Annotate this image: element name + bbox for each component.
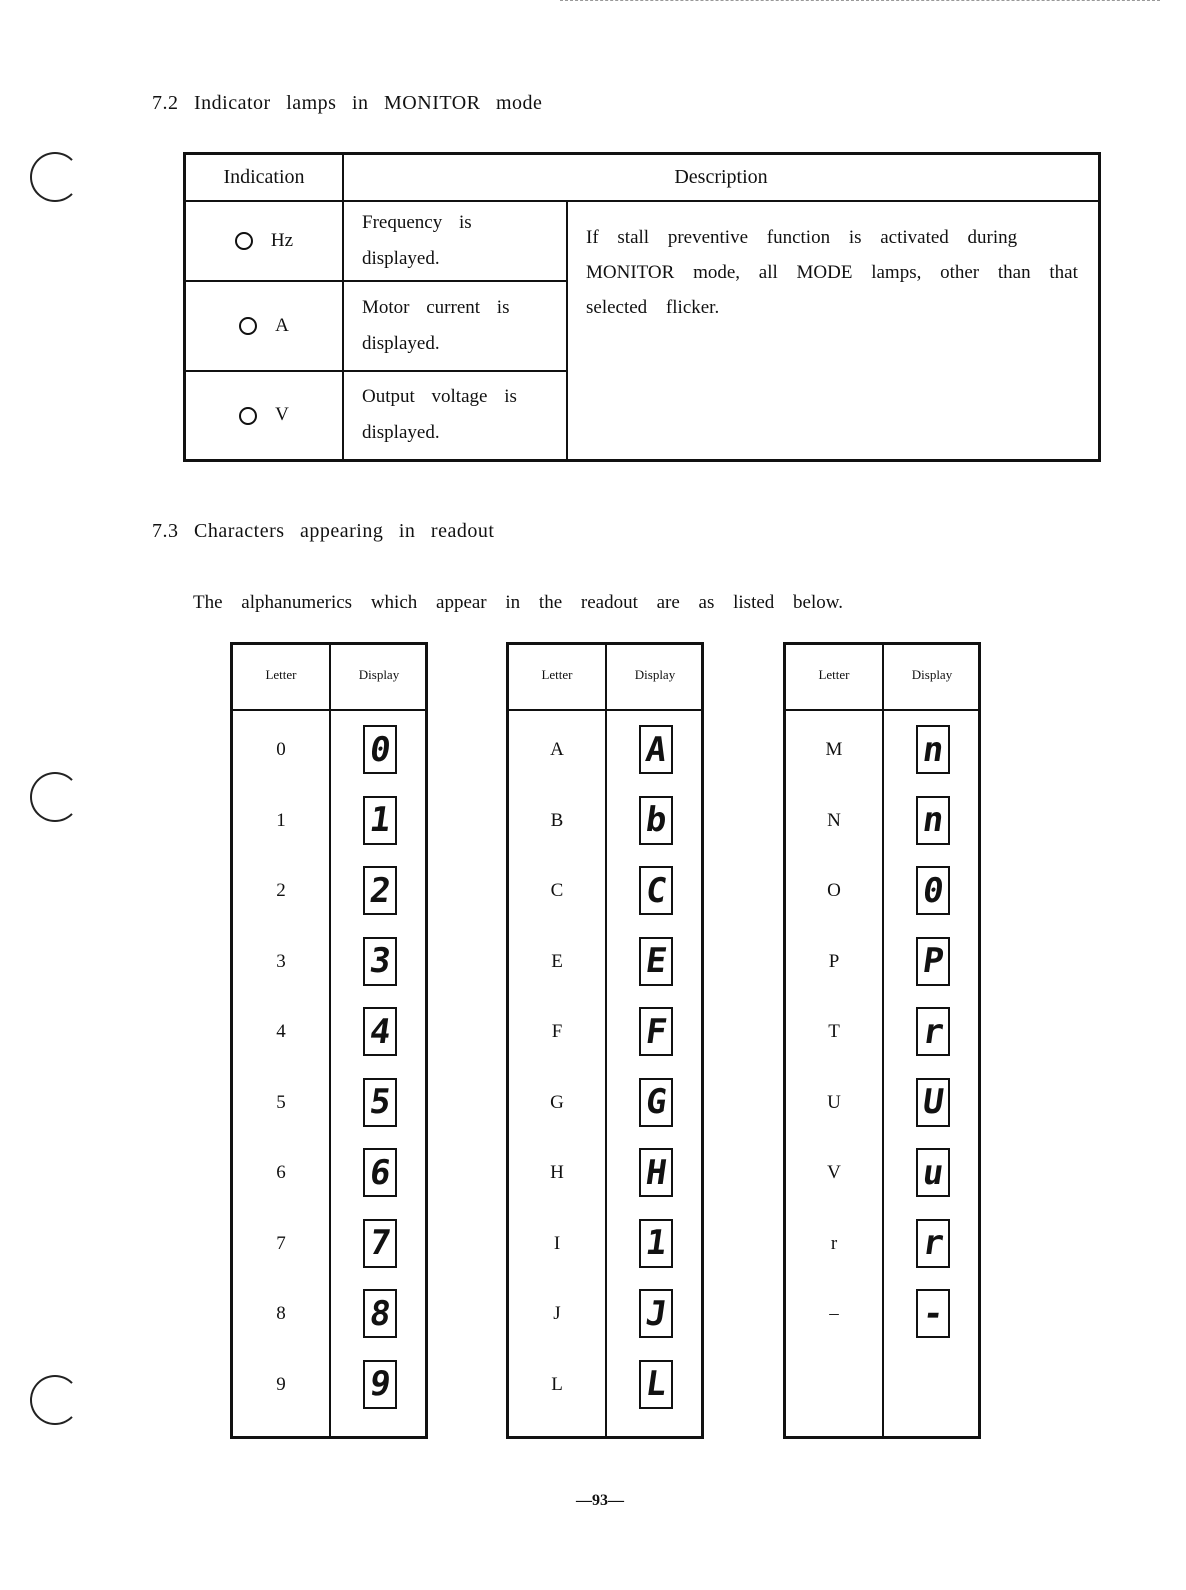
col-description: Description (343, 154, 1100, 202)
char-letter: 4 (276, 1021, 286, 1042)
char-letter: T (828, 1021, 840, 1042)
lamp-hz: Hz (185, 201, 344, 281)
page-number: —93— (576, 1492, 624, 1509)
seven-segment-display (363, 725, 397, 774)
char-letter: 1 (276, 809, 286, 831)
indicator-table (183, 152, 1101, 462)
seven-segment-display (363, 1289, 397, 1338)
char-letter: A (550, 739, 564, 760)
char-letter: U (827, 1091, 841, 1113)
char-row (233, 858, 425, 918)
segment-glyph: L (642, 1364, 670, 1404)
char-table-letters-a-l (506, 642, 704, 1439)
segment-glyph: H (642, 1152, 670, 1193)
char-letter: 8 (276, 1303, 286, 1324)
seven-segment-display (916, 1078, 950, 1127)
char-row (509, 1281, 701, 1341)
char-table-digits (230, 642, 428, 1439)
segment-glyph: 0 (919, 870, 947, 911)
segment-glyph: 4 (366, 1011, 394, 1052)
lamp-v-text: Output voltage is displayed. (343, 371, 567, 461)
seven-segment-display (363, 1148, 397, 1197)
segment-glyph: 1 (366, 800, 394, 840)
segment-glyph: 1 (642, 1223, 670, 1263)
segment-glyph: 5 (366, 1082, 394, 1122)
seven-segment-display (639, 866, 673, 915)
char-row (233, 1140, 425, 1200)
char-row (509, 999, 701, 1059)
char-row (233, 1211, 425, 1271)
seven-segment-display (916, 1289, 950, 1338)
punch-hole-middle (30, 772, 80, 822)
segment-glyph: - (919, 1293, 947, 1334)
lamp-a-text: Motor current is displayed. (343, 281, 567, 371)
segment-glyph: G (642, 1082, 670, 1122)
seven-segment-display (363, 937, 397, 986)
seven-segment-display (639, 1289, 673, 1338)
char-row (509, 1070, 701, 1130)
seven-segment-display (639, 725, 673, 774)
seven-segment-display (639, 1148, 673, 1197)
segment-glyph: u (919, 1152, 947, 1193)
col-indication: Indication (185, 154, 344, 202)
char-letter: E (551, 950, 563, 972)
char-letter: F (551, 1021, 563, 1042)
header-letter: Letter (818, 667, 850, 682)
char-letter: J (553, 1303, 561, 1324)
char-letter: L (551, 1373, 563, 1395)
segment-glyph: 8 (366, 1293, 394, 1334)
segment-glyph: 6 (366, 1152, 394, 1193)
lamp-v: V (185, 371, 344, 461)
seven-segment-display (916, 866, 950, 915)
char-letter: 9 (276, 1373, 286, 1395)
scan-top-line (560, 0, 1160, 1)
char-letter: C (550, 880, 564, 901)
char-row (233, 1281, 425, 1341)
header-display: Display (634, 667, 676, 682)
seven-segment-display (916, 937, 950, 986)
char-row (786, 858, 978, 918)
char-row (786, 788, 978, 848)
segment-glyph: n (919, 800, 947, 840)
char-row (233, 1352, 425, 1412)
char-letter: O (827, 880, 841, 901)
seven-segment-display (916, 796, 950, 845)
char-row (786, 1140, 978, 1200)
char-row (786, 1281, 978, 1341)
char-letter: H (550, 1162, 564, 1183)
circle-icon (239, 407, 257, 425)
char-letter: N (827, 809, 841, 831)
segment-glyph: E (642, 941, 670, 981)
char-row (509, 1140, 701, 1200)
segment-glyph: 2 (366, 870, 394, 911)
char-letter: r (830, 1232, 838, 1254)
char-letter: G (550, 1091, 564, 1113)
char-row (233, 999, 425, 1059)
segment-glyph: 9 (366, 1364, 394, 1404)
seven-segment-display (916, 725, 950, 774)
char-letter: 3 (276, 950, 286, 972)
section-7-3-heading: 7.3 Characters appearing in readout (152, 520, 495, 542)
segment-glyph: P (919, 941, 947, 981)
section-7-2-heading: 7.2 Indicator lamps in MONITOR mode (152, 92, 543, 114)
seven-segment-display (363, 1360, 397, 1409)
char-letter: – (829, 1303, 839, 1324)
char-table-letters-m-dash (783, 642, 981, 1439)
char-row (786, 1211, 978, 1271)
seven-segment-display (363, 1007, 397, 1056)
char-row (233, 1070, 425, 1130)
header-letter: Letter (541, 667, 573, 682)
segment-glyph: r (919, 1011, 947, 1052)
segment-glyph: n (919, 729, 947, 770)
char-letter: V (827, 1162, 841, 1183)
seven-segment-display (916, 1219, 950, 1268)
char-letter: M (825, 739, 843, 760)
seven-segment-display (363, 796, 397, 845)
lamp-a: A (185, 281, 344, 371)
char-row (509, 788, 701, 848)
seven-segment-display (363, 1078, 397, 1127)
header-letter: Letter (265, 667, 297, 682)
seven-segment-display (639, 1360, 673, 1409)
description-text: If stall preventive function is activated during MONITOR mode, all MODE lamps, other than that selected flicker. (567, 201, 1100, 461)
segment-glyph: C (642, 870, 670, 911)
seven-segment-display (639, 1078, 673, 1127)
char-row (509, 717, 701, 777)
segment-glyph: J (642, 1293, 670, 1334)
seven-segment-display (363, 866, 397, 915)
seven-segment-display (363, 1219, 397, 1268)
char-row (233, 929, 425, 989)
segment-glyph: r (919, 1223, 947, 1263)
segment-glyph: 3 (366, 941, 394, 981)
segment-glyph: 0 (366, 729, 394, 770)
char-row (509, 858, 701, 918)
circle-icon (235, 232, 253, 250)
char-row (509, 929, 701, 989)
header-display: Display (358, 667, 400, 682)
char-row (786, 999, 978, 1059)
char-row (786, 717, 978, 777)
char-letter: 7 (276, 1232, 286, 1254)
char-row (786, 929, 978, 989)
char-row (786, 1070, 978, 1130)
char-letter: 2 (276, 880, 286, 901)
seven-segment-display (639, 1219, 673, 1268)
lamp-hz-text: Frequency is displayed. (343, 201, 567, 281)
char-row (233, 788, 425, 848)
seven-segment-display (639, 937, 673, 986)
char-letter: I (553, 1232, 561, 1254)
circle-icon (239, 317, 257, 335)
char-letter: 0 (276, 739, 286, 760)
seven-segment-display (639, 1007, 673, 1056)
seven-segment-display (916, 1148, 950, 1197)
char-letter: P (828, 950, 840, 972)
char-row (509, 1211, 701, 1271)
header-display: Display (911, 667, 953, 682)
punch-hole-top (30, 152, 80, 202)
char-letter: 6 (276, 1162, 286, 1183)
segment-glyph: 7 (366, 1223, 394, 1263)
segment-glyph: F (642, 1011, 670, 1052)
segment-glyph: A (642, 729, 670, 770)
char-row (509, 1352, 701, 1412)
char-letter: 5 (276, 1091, 286, 1113)
seven-segment-display (639, 796, 673, 845)
punch-hole-bottom (30, 1375, 80, 1425)
char-letter: B (550, 809, 564, 831)
seven-segment-display (916, 1007, 950, 1056)
segment-glyph: b (642, 800, 670, 840)
char-row (233, 717, 425, 777)
intro-paragraph: The alphanumerics which appear in the readout are as listed below. (193, 592, 843, 613)
segment-glyph: U (919, 1082, 947, 1122)
